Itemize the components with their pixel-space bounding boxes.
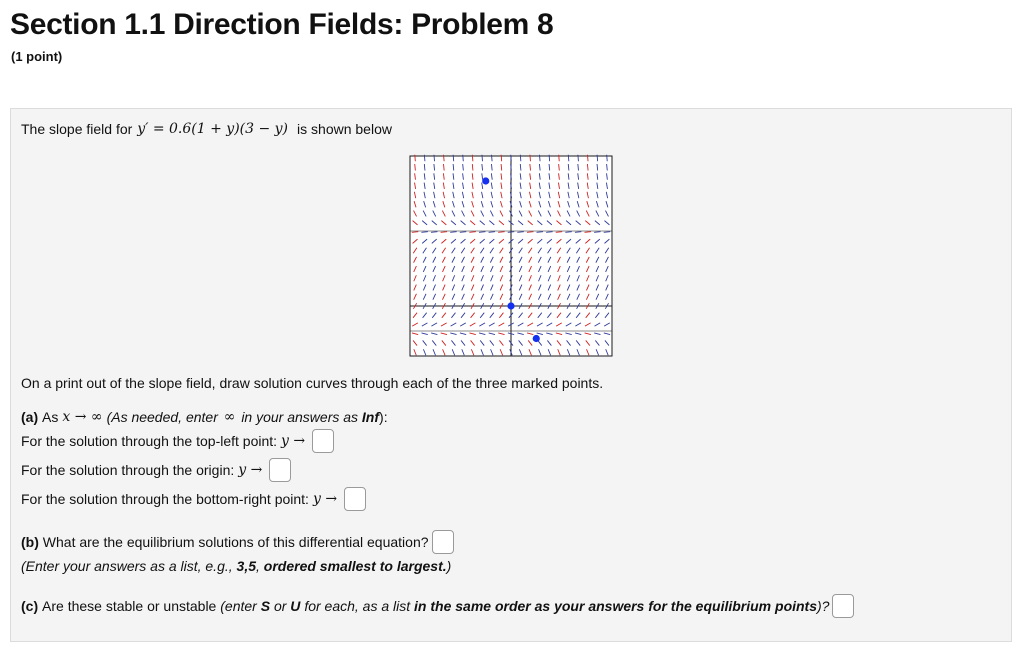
part-a-note-end: ):: [379, 409, 388, 425]
part-c-hint-s: S: [260, 598, 271, 614]
part-b-hint-start: (Enter your answers as a list, e.g.,: [21, 558, 233, 574]
slope-segment: [527, 232, 533, 233]
slope-segment: [594, 232, 600, 233]
slope-segment: [559, 155, 560, 161]
equation: y′ = 0.6(1 + y)(3 − y): [137, 121, 289, 137]
arrow-expression: y →: [238, 462, 263, 478]
part-c-hint-u: U: [290, 598, 301, 614]
part-c-hint-mid: for each, as a list: [304, 598, 411, 614]
equilibrium-input[interactable]: [432, 530, 454, 554]
slope-field-plot: [408, 154, 614, 358]
slope-segment: [565, 232, 571, 233]
slope-segment: [530, 155, 531, 161]
slope-segment: [479, 232, 485, 233]
infinity-symbol: ∞: [223, 409, 236, 425]
slope-segment: [607, 155, 608, 161]
slope-segment: [424, 155, 425, 161]
slope-segment: [469, 232, 475, 233]
part-a-note-mid: in your answers as: [241, 409, 359, 425]
slope-segment: [489, 232, 495, 233]
slope-segment: [585, 232, 591, 233]
slope-segment: [568, 155, 569, 161]
part-c-hint-end: )?: [817, 598, 830, 614]
slope-segment: [517, 232, 523, 233]
slope-segment: [415, 155, 416, 161]
slope-segment: [498, 232, 504, 233]
slope-segment: [492, 155, 493, 161]
part-a-note-start: (As needed, enter: [106, 409, 218, 425]
part-b-label: (b): [21, 534, 39, 550]
arrow-expression: y →: [312, 491, 338, 507]
slope-segment: [412, 232, 418, 233]
marked-point: [482, 177, 489, 184]
slope-segment: [578, 155, 579, 161]
limit-expression: x → ∞: [62, 409, 103, 425]
part-b-hint-end: ): [446, 558, 452, 574]
slope-segment: [482, 155, 483, 161]
slope-segment: [450, 232, 456, 233]
part-c-question: [21, 594, 854, 618]
slope-segment: [434, 155, 435, 161]
slope-segment: [472, 155, 473, 161]
marked-point: [507, 302, 514, 309]
problem-panel: [10, 108, 1012, 642]
slope-segment: [587, 155, 588, 161]
instructions: On a print out of the slope field, draw solution curves through each of the three marked points.: [21, 375, 604, 391]
part-b-hint-order: ordered smallest to largest.: [263, 558, 447, 574]
part-a-note-keyword: Inf: [361, 409, 380, 425]
slope-segment: [508, 232, 514, 233]
intro-suffix: is shown below: [297, 121, 392, 137]
slope-segment: [575, 232, 581, 233]
answer-top-left-input[interactable]: [312, 429, 334, 453]
slope-segment: [549, 155, 550, 161]
slope-segment: [511, 155, 512, 161]
part-c-hint-start: (enter: [220, 598, 257, 614]
slope-segment: [520, 155, 521, 161]
question-top-left-label: For the solution through the top-left point:: [21, 433, 278, 449]
part-a-label: (a): [21, 409, 39, 425]
slope-segment: [460, 232, 466, 233]
stability-input[interactable]: [832, 594, 854, 618]
answer-bottom-right-input[interactable]: [344, 487, 366, 511]
slope-segment: [556, 232, 562, 233]
arrow-expression: y →: [281, 433, 306, 449]
answer-origin-input[interactable]: [269, 458, 291, 482]
slope-segment: [463, 155, 464, 161]
question-bottom-right-label: For the solution through the bottom-right point:: [21, 491, 309, 507]
part-b-text: What are the equilibrium solutions of this differential equation?: [42, 534, 429, 550]
intro-line: [21, 121, 392, 137]
part-b-hint-example: 3,5: [236, 558, 256, 574]
part-b-hint: [21, 558, 451, 574]
slope-segment: [444, 155, 445, 161]
slope-segment: [501, 155, 502, 161]
part-c-hint-or: or: [273, 598, 287, 614]
marked-point: [533, 335, 540, 342]
part-a-header: [21, 409, 388, 425]
slope-segment: [431, 232, 437, 233]
part-a-prompt: As: [42, 409, 59, 425]
question-origin-label: For the solution through the origin:: [21, 462, 235, 478]
point-value: (1 point): [11, 49, 63, 64]
slope-segment: [441, 232, 447, 233]
part-c-hint-bold: in the same order as your answers for the equilibrium points: [414, 598, 818, 614]
part-b-hint-comma: ,: [256, 558, 260, 574]
part-b-question: [21, 530, 454, 554]
slope-segment: [537, 232, 543, 233]
slope-segment: [453, 155, 454, 161]
page-title: Section 1.1 Direction Fields: Problem 8: [10, 8, 554, 41]
slope-segment: [421, 232, 427, 233]
slope-segment: [604, 232, 610, 233]
slope-segment: [597, 155, 598, 161]
slope-segment: [540, 155, 541, 161]
part-c-text: Are these stable or unstable: [42, 598, 217, 614]
part-c-label: (c): [21, 598, 39, 614]
question-bottom-right: [21, 487, 366, 511]
slope-segment: [546, 232, 552, 233]
intro-prefix: The slope field for: [21, 121, 133, 137]
question-origin: [21, 458, 291, 482]
question-top-left: [21, 429, 334, 453]
